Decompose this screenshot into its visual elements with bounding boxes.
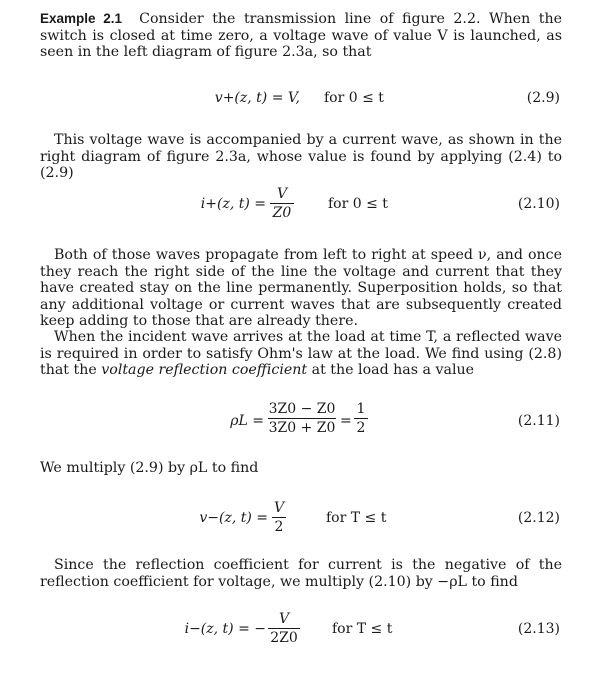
paragraph-4 xyxy=(40,329,562,379)
equation-2-11-numerator-2: 1 xyxy=(356,401,366,417)
equation-2-9-lhs: v+(z, t) = V, xyxy=(214,90,300,106)
equation-2-10-denominator: Z0 xyxy=(270,203,294,222)
paragraph-4-text-b: at the load has a value xyxy=(311,362,475,379)
example-label: Example 2.1 xyxy=(40,11,123,26)
equation-2-10-number: (2.10) xyxy=(517,196,560,212)
paragraph-2: This voltage wave is accompanied by a current wave, as shown in the right diagram of figure 2.3a, whose value is found by applying (2.4) to (2.9) xyxy=(40,132,562,182)
paragraph-1-text: Consider the transmission line of figure 2.2. When the switch is closed at time zero, a voltage wave of value V is launched, as seen in the left diagram of figure 2.3a, so that xyxy=(40,11,562,61)
paragraph-5: We multiply (2.9) by ρL to find xyxy=(40,460,259,476)
equation-2-10-fraction xyxy=(270,186,294,222)
equation-2-12-fraction xyxy=(272,500,286,536)
equation-2-11-denominator: 3Z0 + Z0 xyxy=(268,420,336,436)
equation-2-9-number: (2.9) xyxy=(526,90,560,106)
equation-2-13 xyxy=(0,611,614,651)
equation-2-11-equals: = xyxy=(340,413,352,429)
equation-2-12-denominator: 2 xyxy=(272,517,286,536)
equation-2-11-number: (2.11) xyxy=(517,413,560,429)
equation-2-11 xyxy=(0,401,614,441)
equation-2-9 xyxy=(0,90,614,130)
paragraph-3: Both of those waves propagate from left to right at speed ν, and once they reach the right side of the line the voltage and current that they have created stay on the line permanently. Superposition holds, so that any additional voltage or current waves that are subsequently created keep adding to those that are already there. xyxy=(40,247,562,330)
paragraph-6: Since the reflection coefficient for current is the negative of the reflection coefficient for voltage, we multiply (2.10) by −ρL to find xyxy=(40,557,562,590)
equation-2-12-condition: for T ≤ t xyxy=(326,510,387,526)
equation-2-13-fraction xyxy=(268,611,300,647)
equation-2-11-numerator: 3Z0 − Z0 xyxy=(268,401,336,417)
paragraph-4-emphasis: voltage reflection coefficient xyxy=(101,362,308,379)
equation-2-10 xyxy=(0,186,614,226)
equation-2-11-fraction-half xyxy=(354,401,368,437)
equation-2-11-denominator-2: 2 xyxy=(354,418,368,437)
equation-2-10-lhs: i+(z, t) = xyxy=(200,196,266,212)
equation-2-9-condition: for 0 ≤ t xyxy=(324,90,384,106)
paragraph-example-intro xyxy=(40,11,562,61)
equation-2-13-denominator: 2Z0 xyxy=(268,628,300,647)
equation-2-10-numerator: V xyxy=(276,186,288,202)
equation-2-12-numerator: V xyxy=(273,500,285,516)
equation-2-12-number: (2.12) xyxy=(517,510,560,526)
equation-2-11-fraction xyxy=(268,401,336,437)
equation-2-13-number: (2.13) xyxy=(517,621,560,637)
equation-2-13-lhs: i−(z, t) = − xyxy=(184,621,266,637)
equation-2-10-condition: for 0 ≤ t xyxy=(328,196,388,212)
equation-2-11-lhs: ρL = xyxy=(230,413,264,429)
equation-2-13-condition: for T ≤ t xyxy=(332,621,393,637)
equation-2-13-numerator: V xyxy=(278,611,290,627)
equation-2-12-lhs: v−(z, t) = xyxy=(199,510,268,526)
equation-2-12 xyxy=(0,500,614,540)
paragraph-4-text-a: When the incident wave arrives at the load at time T, a reflected wave is required in order to satisfy Ohm's law at the load. We find using (2.8) that the xyxy=(40,329,562,379)
